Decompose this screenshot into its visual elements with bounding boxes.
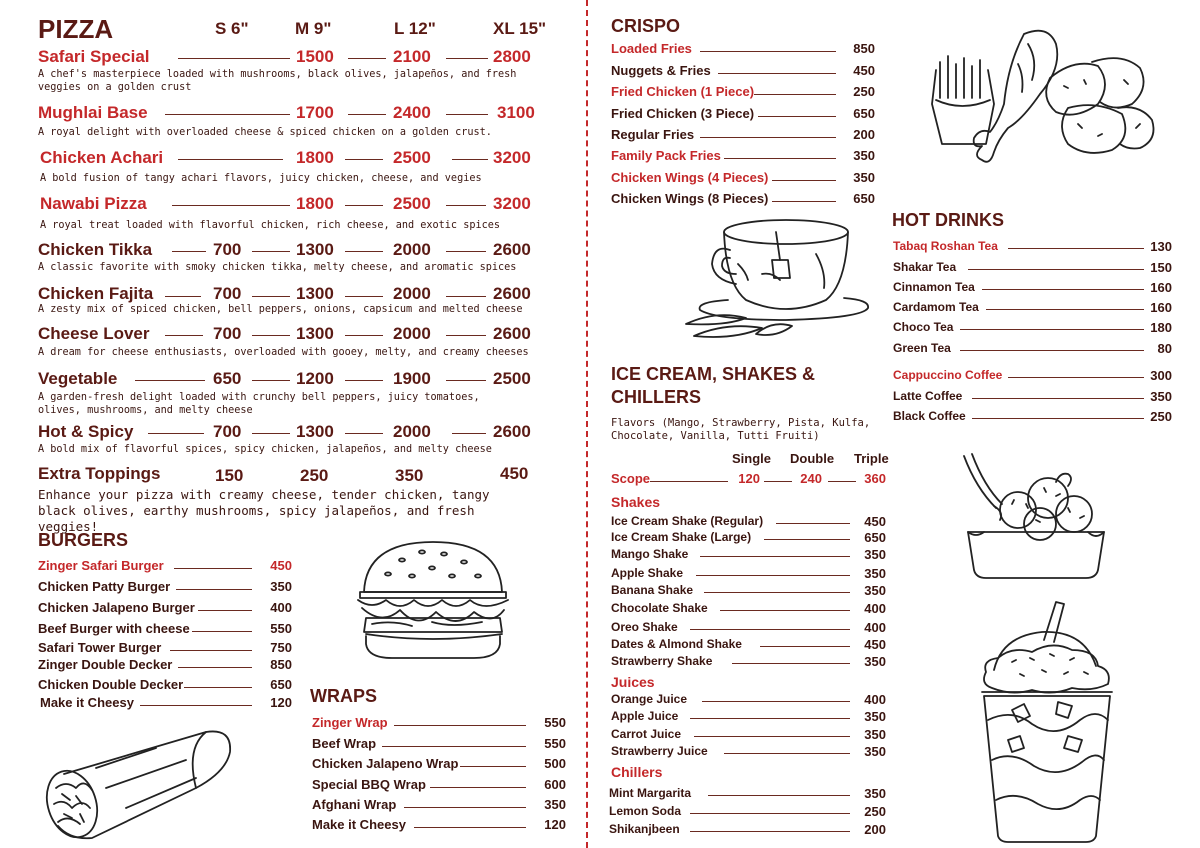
size-small: S 6" [215,19,249,38]
crispo-title: CRISPO [611,16,681,36]
juice-name: Orange Juice [611,692,688,706]
scope-size-double: Double [790,451,835,466]
chiller-price: 250 [864,804,886,819]
crispo-name: Nuggets & Fries [611,63,711,78]
pizza-desc: A classic favorite with smoky chicken tikka, melty cheese, and aromatic spices [38,262,517,273]
chiller-price: 350 [864,786,886,801]
size-xlarge: XL 15" [493,19,547,38]
shake-price: 350 [864,654,886,669]
pizza-price: 1300 [296,284,334,303]
pizza-price: 2000 [393,422,431,441]
wrap-price: 350 [544,797,566,812]
pizza-price: 650 [213,369,242,388]
shake-name: Ice Cream Shake (Regular) [611,514,764,528]
pizza-price: 2600 [493,324,531,343]
pizza-desc: A royal delight with overloaded cheese & spiced chicken on a golden crust. [38,127,492,138]
burger-name: Zinger Safari Burger [38,558,164,573]
hot-drinks-title: HOT DRINKS [892,210,1004,230]
shakes-title: Shakes [611,494,661,510]
burger-price: 350 [270,579,292,594]
crispo-price: 450 [853,63,875,78]
shake-name: Mango Shake [611,547,689,561]
milkshake-cup-icon [972,600,1122,844]
wrap-price: 550 [544,736,566,751]
pizza-price: 2100 [393,47,431,66]
pizza-price: 3100 [497,103,535,122]
juice-name: Apple Juice [611,709,679,723]
drink-name: Cappuccino Coffee [893,368,1003,382]
burger-name: Chicken Double Decker [38,677,184,692]
burger-price: 650 [270,677,292,692]
pizza-title: PIZZA [38,14,114,44]
drink-price: 180 [1150,320,1172,335]
wrap-price: 600 [544,777,566,792]
flavors-text-2: Chocolate, Vanilla, Tutti Fruiti) [611,430,820,442]
pizza-name: Chicken Fajita [38,284,154,303]
shake-name: Chocolate Shake [611,601,708,615]
pizza-name: Nawabi Pizza [40,194,147,213]
crispo-name: Fried Chicken (1 Piece) [611,84,755,99]
drink-price: 80 [1157,341,1172,356]
burger-price: 850 [270,657,292,672]
shake-name: Banana Shake [611,583,694,597]
chiller-price: 200 [864,822,886,837]
pizza-price: 2600 [493,422,531,441]
pizza-price: 2000 [393,284,431,303]
pizza-price: 1700 [296,103,334,122]
drink-name: Green Tea [893,341,951,355]
drink-price: 160 [1150,300,1172,315]
shake-name: Ice Cream Shake (Large) [611,530,752,544]
pizza-desc: A royal treat loaded with flavorful chicken, rich cheese, and exotic spices [40,220,501,231]
scope-size-single: Single [732,451,772,466]
scope-price: 240 [800,471,822,486]
scope-name: Scope [611,471,651,486]
shake-price: 650 [864,530,886,545]
pizza-price: 1900 [393,369,431,388]
pizza-price: 1800 [296,148,334,167]
pizza-desc: A chef's masterpiece loaded with mushrooms, black olives, jalapeños, and fresh veggies on a golden crust [38,69,517,93]
crispo-price: 350 [853,148,875,163]
scope-price: 360 [864,471,886,486]
pizza-price: 2800 [493,47,531,66]
crispo-name: Regular Fries [611,127,695,142]
burger-price: 400 [270,600,292,615]
wraps-title: WRAPS [310,686,377,706]
drink-name: Black Coffee [893,409,966,423]
juice-name: Strawberry Juice [611,744,708,758]
pizza-name: Vegetable [38,369,118,388]
pizza-price: 700 [213,324,242,343]
pizza-name: Extra Toppings [38,464,161,483]
shake-name: Apple Shake [611,566,684,580]
crispo-price: 200 [853,127,875,142]
burger-name: Make it Cheesy [40,695,134,710]
drink-name: Tabaq Roshan Tea [893,239,998,253]
crispo-name: Fried Chicken (3 Piece) [611,106,755,121]
wrap-name: Afghani Wrap [312,797,397,812]
chillers-title: Chillers [611,764,663,780]
wrap-price: 550 [544,715,566,730]
shake-price: 400 [864,620,886,635]
pizza-price: 2500 [493,369,531,388]
pizza-price: 700 [213,240,242,259]
burger-price: 450 [270,558,292,573]
ice-cream-bowl-icon [956,448,1116,584]
burgers-title: BURGERS [38,530,129,550]
pizza-desc: A bold fusion of tangy achari flavors, juicy chicken, cheese, and vegies [40,173,482,184]
pizza-price: 2500 [393,194,431,213]
pizza-name: Safari Special [38,47,150,66]
drink-price: 160 [1150,280,1172,295]
pizza-price: 1800 [296,194,334,213]
burger-name: Zinger Double Decker [38,657,173,672]
toppings-desc: Enhance your pizza with creamy cheese, tender chicken, tangy black olives, earthy mushrooms, spicy jalapeños, and fresh veggies! [38,487,490,534]
drink-price: 150 [1150,260,1172,275]
pizza-price: 2400 [393,103,431,122]
wrap-name: Zinger Wrap [312,715,388,730]
pizza-price: 450 [500,464,529,483]
wrap-icon [36,728,236,840]
pizza-name: Cheese Lover [38,324,150,343]
pizza-price: 250 [300,466,329,485]
burger-icon [352,536,514,666]
pizza-desc: A garden-fresh delight loaded with crunchy bell peppers, juicy tomatoes, olives, mushrooms, and melty cheese [38,392,480,416]
pizza-price: 2600 [493,240,531,259]
pizza-price: 700 [213,422,242,441]
drink-name: Cinnamon Tea [893,280,975,294]
shake-name: Dates & Almond Shake [611,637,742,651]
wrap-name: Special BBQ Wrap [312,777,426,792]
pizza-price: 150 [215,466,244,485]
wrap-price: 500 [544,756,566,771]
crispo-price: 850 [853,41,875,56]
crispo-name: Chicken Wings (4 Pieces) [611,170,769,185]
pizza-price: 1500 [296,47,334,66]
drink-price: 350 [1150,389,1172,404]
ice-cream-title-2: CHILLERS [611,387,701,407]
scope-price: 120 [738,471,760,486]
chiller-name: Shikanjbeen [609,822,680,836]
size-medium: M 9" [295,19,332,38]
juice-name: Carrot Juice [611,727,682,741]
shake-price: 350 [864,547,886,562]
wrap-name: Beef Wrap [312,736,377,751]
shake-price: 450 [864,514,886,529]
pizza-price: 3200 [493,148,531,167]
pizza-desc: A zesty mix of spiced chicken, bell peppers, onions, capsicum and melted cheese [38,304,523,315]
pizza-name: Hot & Spicy [38,422,134,441]
pizza-desc: A bold mix of flavorful spices, spicy chicken, jalapeños, and melty cheese [38,444,492,455]
crispo-price: 650 [853,191,875,206]
scope-size-triple: Triple [854,451,889,466]
wrap-name: Make it Cheesy [312,817,406,832]
crispo-name: Family Pack Fries [611,148,721,163]
chiller-name: Mint Margarita [609,786,692,800]
shake-name: Strawberry Shake [611,654,713,668]
drink-name: Cardamom Tea [893,300,979,314]
wrap-name: Chicken Jalapeno Wrap [312,756,459,771]
column-divider [586,0,588,848]
pizza-price: 1200 [296,369,334,388]
pizza-desc: A dream for cheese enthusiasts, overloaded with gooey, melty, and creamy cheeses [38,347,529,358]
fries-chicken-icon [928,24,1160,168]
juice-price: 400 [864,692,886,707]
drink-price: 250 [1150,409,1172,424]
chiller-name: Lemon Soda [609,804,682,818]
drink-price: 130 [1150,239,1172,254]
juice-price: 350 [864,709,886,724]
burger-name: Beef Burger with cheese [38,621,190,636]
pizza-price: 2500 [393,148,431,167]
crispo-price: 250 [853,84,875,99]
pizza-price: 2600 [493,284,531,303]
drink-name: Latte Coffee [893,389,963,403]
drink-name: Shakar Tea [893,260,957,274]
juice-price: 350 [864,727,886,742]
shake-price: 350 [864,566,886,581]
burger-price: 120 [270,695,292,710]
drink-name: Choco Tea [893,320,954,334]
burger-name: Chicken Jalapeno Burger [38,600,195,615]
pizza-name: Chicken Tikka [38,240,153,259]
juice-price: 350 [864,744,886,759]
juices-title: Juices [611,674,655,690]
ice-cream-title: ICE CREAM, SHAKES & [611,364,816,384]
crispo-name: Chicken Wings (8 Pieces) [611,191,769,206]
pizza-name: Mughlai Base [38,103,148,122]
pizza-name: Chicken Achari [40,148,164,167]
pizza-price: 3200 [493,194,531,213]
pizza-price: 1300 [296,324,334,343]
crispo-name: Loaded Fries [611,41,692,56]
shake-price: 350 [864,583,886,598]
shake-name: Oreo Shake [611,620,678,634]
pizza-price: 1300 [296,422,334,441]
size-large: L 12" [394,19,436,38]
burger-name: Chicken Patty Burger [38,579,171,594]
burger-price: 750 [270,640,292,655]
crispo-price: 650 [853,106,875,121]
pizza-price: 2000 [393,240,431,259]
crispo-price: 350 [853,170,875,185]
burger-name: Safari Tower Burger [38,640,162,655]
flavors-text: Flavors (Mango, Strawberry, Pista, Kulfa, [611,417,871,429]
pizza-price: 700 [213,284,242,303]
burger-price: 550 [270,621,292,636]
pizza-price: 2000 [393,324,431,343]
shake-price: 400 [864,601,886,616]
pizza-price: 350 [395,466,424,485]
wrap-price: 120 [544,817,566,832]
drink-price: 300 [1150,368,1172,383]
pizza-price: 1300 [296,240,334,259]
tea-cup-icon [676,214,876,344]
shake-price: 450 [864,637,886,652]
